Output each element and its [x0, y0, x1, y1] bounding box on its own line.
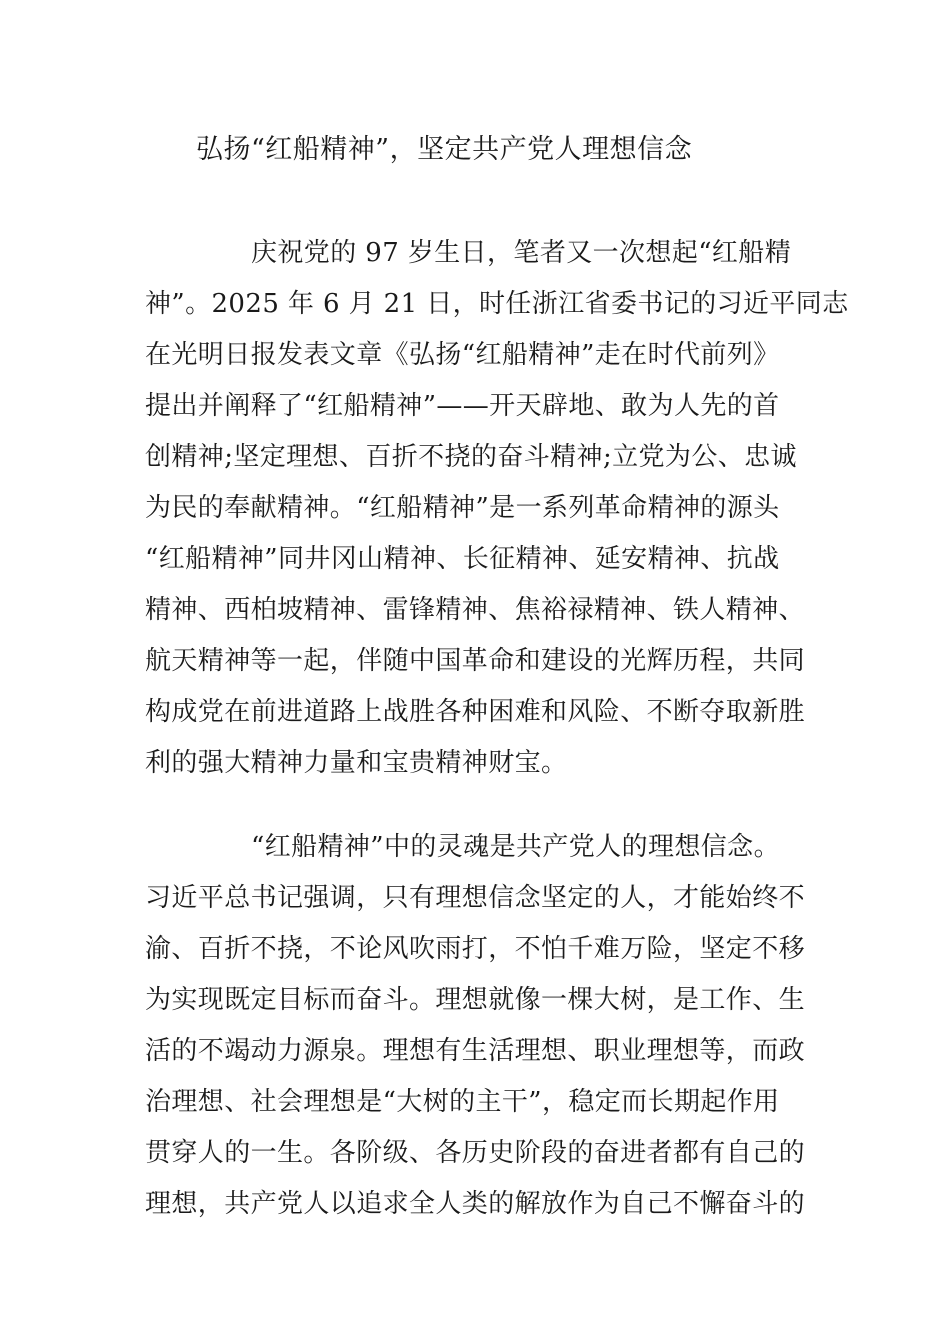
paragraph-line: 精神、西柏坡精神、雷锋精神、焦裕禄精神、铁人精神、 [145, 595, 806, 625]
paragraph-line: 在光明日报发表文章《弘扬“红船精神”走在时代前列》 [145, 340, 780, 370]
paragraph-line: 创精神;坚定理想、百折不挠的奋斗精神;立党为公、忠诚 [145, 442, 797, 472]
paragraph-line: 庆祝党的 97 岁生日，笔者又一次想起“红船精 [251, 238, 792, 268]
paragraph-line: “红船精神”中的灵魂是共产党人的理想信念。 [251, 832, 780, 862]
paragraph-line: 为实现既定目标而奋斗。理想就像一棵大树，是工作、生 [145, 985, 806, 1015]
document-title: 弘扬“红船精神”，坚定共产党人理想信念 [196, 134, 693, 165]
paragraph-line: 提出并阐释了“红船精神”——开天辟地、敢为人先的首 [145, 391, 780, 421]
paragraph-line: 构成党在前进道路上战胜各种困难和风险、不断夺取新胜 [145, 697, 806, 727]
paragraph-line: 贯穿人的一生。各阶级、各历史阶段的奋进者都有自己的 [145, 1138, 806, 1168]
paragraph-line: “红船精神”同井冈山精神、长征精神、延安精神、抗战 [145, 544, 780, 574]
paragraph-line: 为民的奉献精神。“红船精神”是一系列革命精神的源头 [145, 493, 780, 523]
paragraph-line: 渝、百折不挠，不论风吹雨打，不怕千难万险，坚定不移 [145, 934, 806, 964]
paragraph-line: 理想，共产党人以追求全人类的解放作为自己不懈奋斗的 [145, 1189, 806, 1219]
paragraph-1 [145, 228, 849, 789]
paragraph-line: 利的强大精神力量和宝贵精神财宝。 [145, 748, 568, 778]
paragraph-2 [145, 822, 810, 1230]
paragraph-line: 习近平总书记强调，只有理想信念坚定的人，才能始终不 [145, 883, 806, 913]
paragraph-line: 治理想、社会理想是“大树的主干”，稳定而长期起作用 [145, 1087, 780, 1117]
paragraph-line: 活的不竭动力源泉。理想有生活理想、职业理想等，而政 [145, 1036, 806, 1066]
paragraph-line: 航天精神等一起，伴随中国革命和建设的光辉历程，共同 [145, 646, 806, 676]
paragraph-line: 神”。2025 年 6 月 21 日，时任浙江省委书记的习近平同志 [145, 289, 849, 319]
